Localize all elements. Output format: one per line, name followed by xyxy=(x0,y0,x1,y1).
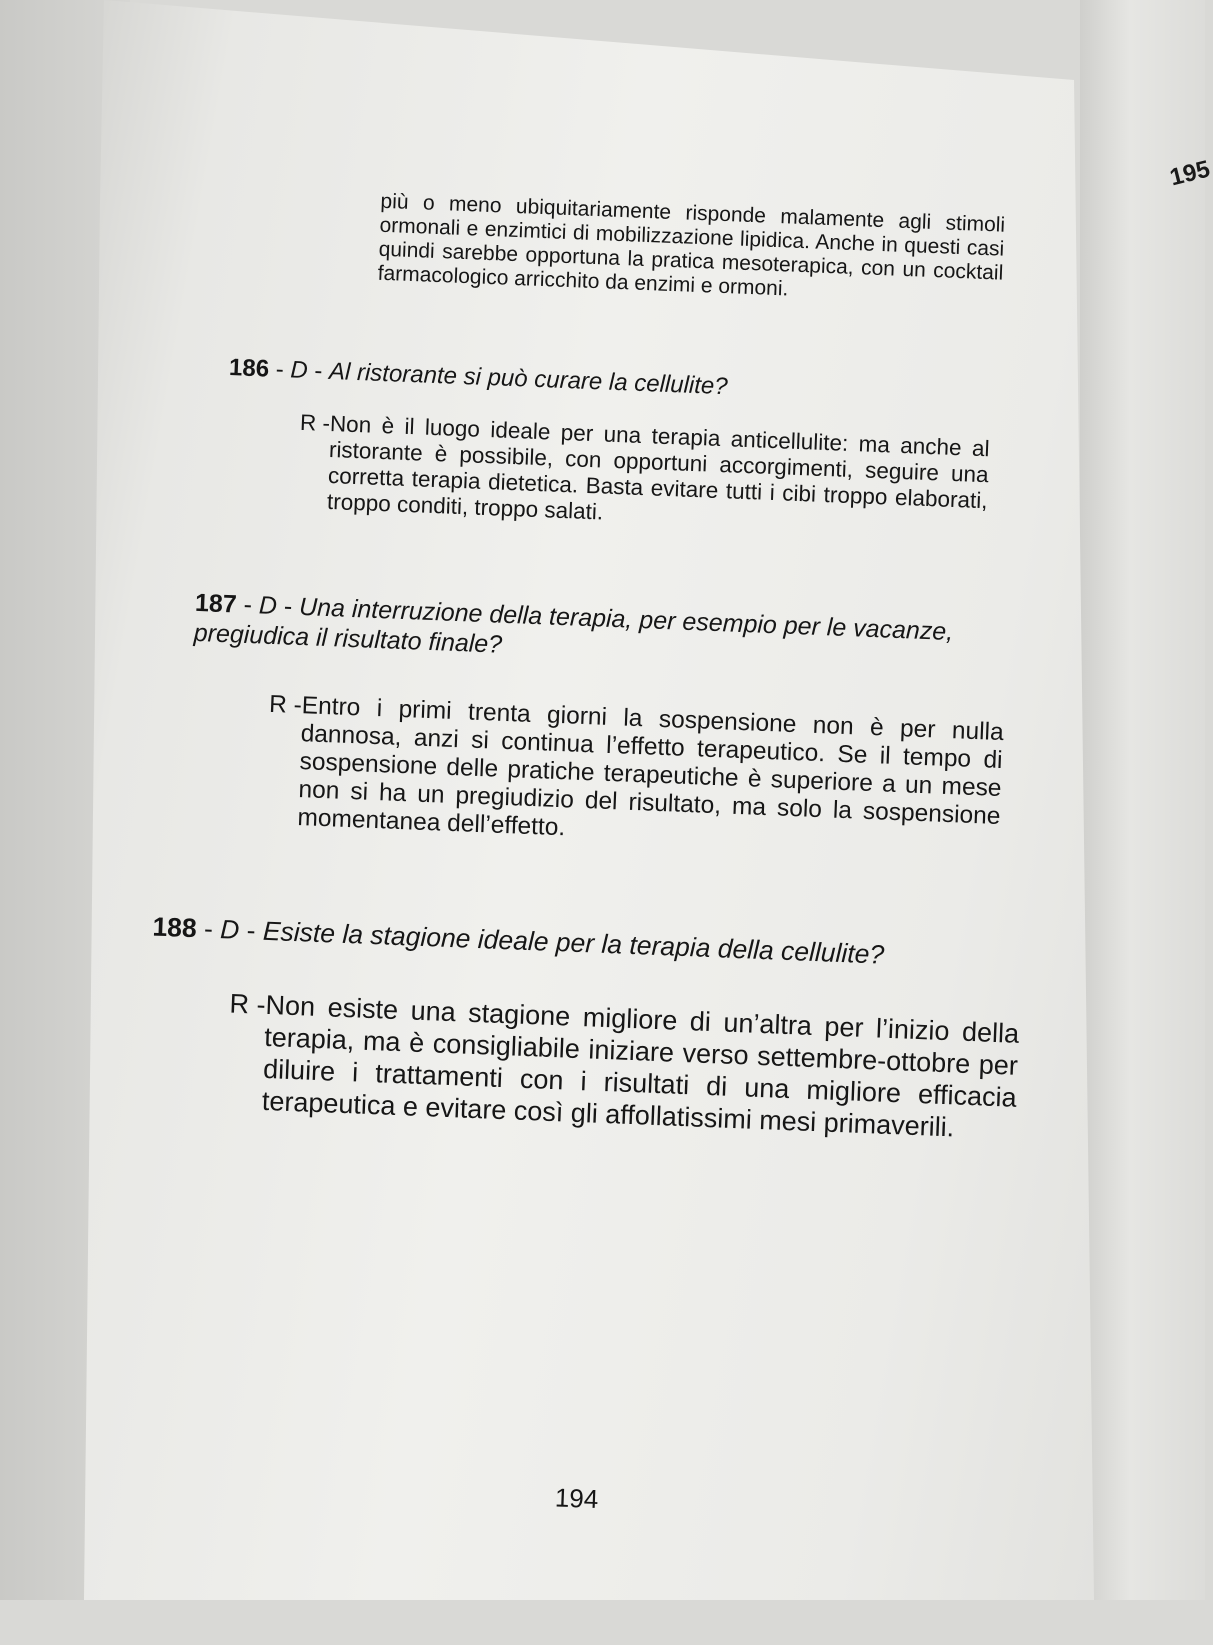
page-number: 194 xyxy=(554,1482,599,1515)
question-text: Esiste la stagione ideale per la terapia della cellulite? xyxy=(262,915,885,970)
answer-188: R - Non esiste una stagione migliore di un’altra per l’inizio della terapia, ma è consigliabile iniziare verso settembre-ottobre per diluire i trattamenti con i risultati di una migliore efficacia terapeutica e evitare così gli affollatissimi mesi primaverili. xyxy=(225,988,1019,1146)
answer-187: R - Entro i primi trenta giorni la sospensione non è per nulla dannosa, anzi si continua l’effetto terapeutico. Se il tempo di sospensione delle pratiche terapeutiche è superiore a un mese non si ha un pregiudizio del risultato, ma solo la sospensione momentanea dell’effetto. xyxy=(264,691,1004,859)
answer-186: R - Non è il luogo ideale per una terapia anticellulite: ma anche al ristorante è possibile, con opportuni accorgimenti, seguire una corretta terapia dietetica. Basta evitare tutti i cibi troppo elaborati, troppo conditi, troppo salati. xyxy=(296,410,989,540)
facing-page-number: 195 xyxy=(1167,155,1213,192)
continuation-paragraph: più o meno ubiquitariamente risponde malamente agli stimoli ormonali e enzimtici di mobilizzazione lipidica. Anche in questi casi quindi sarebbe opportuna la pratica mesoterapica, con un cocktail farmacologico arricchito da enzimi e ormoni. xyxy=(377,189,1006,301)
question-text: Una interruzione della terapia, per esempio per le vacanze, pregiudica il risultato finale? xyxy=(193,592,954,659)
question-number: 186 xyxy=(228,354,270,383)
answer-text: Non esiste una stagione migliore di un’altra per l’inizio della terapia, ma è consigliabile iniziare verso settembre-ottobre per diluire i trattamenti con i risultati di una migliore efficacia terapeutica e evitare così gli affollatissimi mesi primaverili. xyxy=(261,989,1020,1143)
question-number: 187 xyxy=(194,588,238,619)
question-188: 188 - D - Esiste la stagione ideale per la terapia della cellulite? xyxy=(151,911,885,970)
question-number: 188 xyxy=(151,911,198,944)
question-187: 187 - D - Una interruzione della terapia, per esempio per le vacanze, pregiudica il risultato finale? xyxy=(193,588,954,659)
answer-text: Non è il luogo ideale per una terapia anticellulite: ma anche al ristorante è possibile, con opportuni accorgimenti, seguire una corretta terapia dietetica. Basta evitare tutti i cibi troppo elaborati, troppo conditi, troppo salati. xyxy=(326,410,990,525)
question-text: Al ristorante si può curare la cellulite? xyxy=(328,357,729,401)
answer-text: Entro i primi trenta giorni la sospensione non è per nulla dannosa, anzi si continua l’effetto terapeutico. Se il tempo di sospensione delle pratiche terapeutiche è superiore a un mese non si ha un pregiudizio del risultato, ma solo la sospensione momentanea dell’effetto. xyxy=(296,692,1005,842)
question-186: 186 - D - Al ristorante si può curare la cellulite? xyxy=(228,354,729,401)
